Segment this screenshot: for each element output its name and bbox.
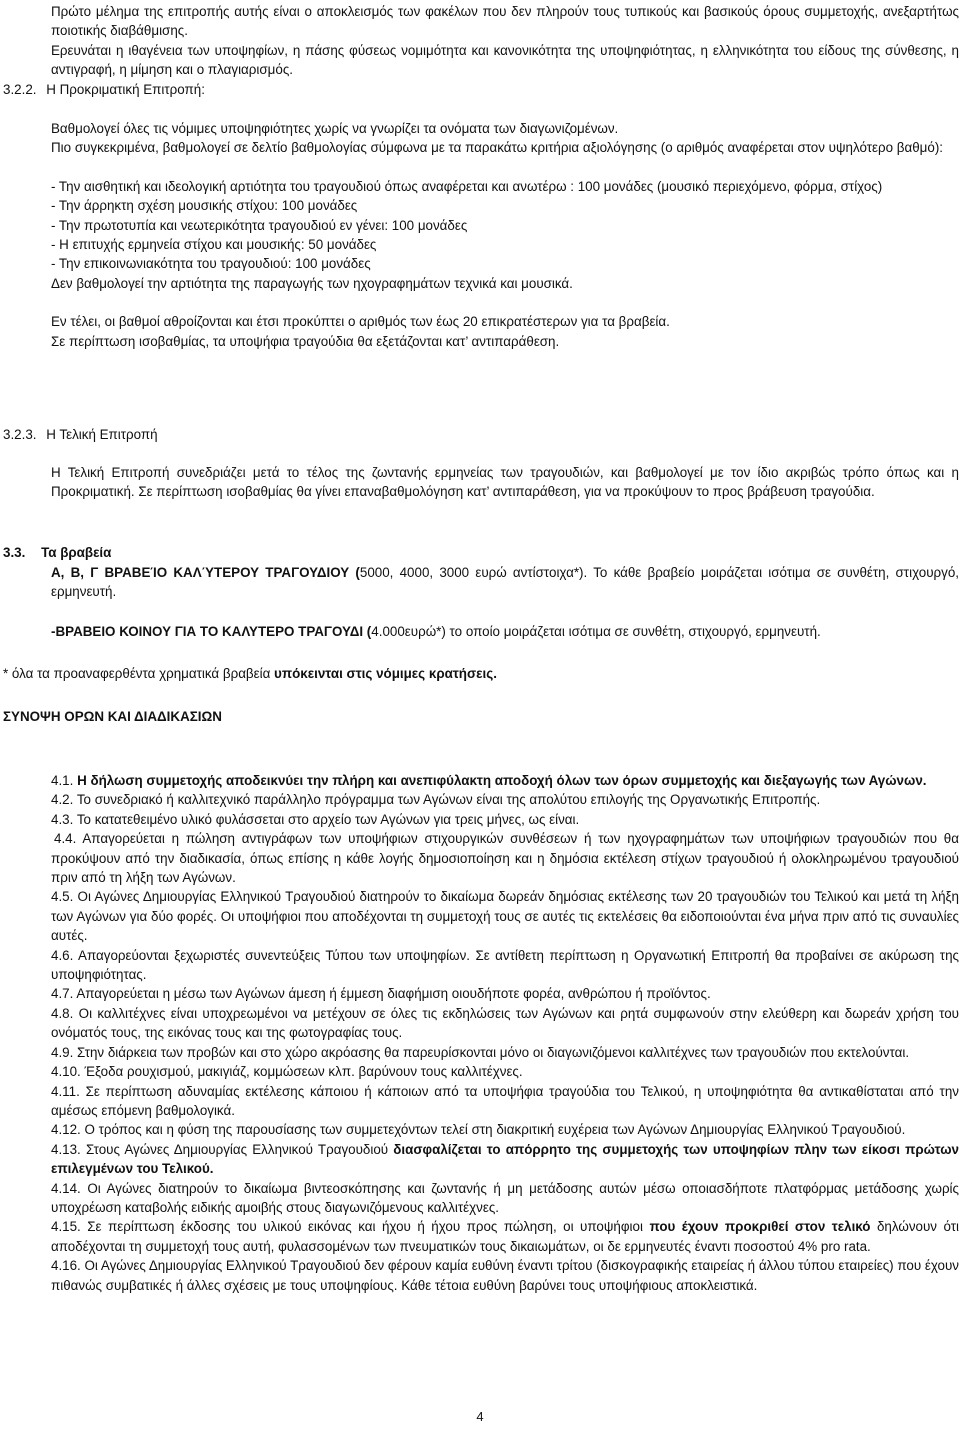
section-323-title: Η Τελική Επιτροπή xyxy=(46,427,158,442)
term-4-6: 4.6. Απαγορεύονται ξεχωριστές συνεντεύξεις Τύπου των υποψηφίων. Σε αντίθετη περίπτωση η Οργανωτική Επιτροπή θα προβαίνει σε ακύρωση της υποψηφιότητας. xyxy=(51,947,959,983)
criterion-2: - Την άρρηκτη σχέση μουσικής στίχου: 100 μονάδες xyxy=(51,198,358,214)
section-322-heading xyxy=(3,80,903,99)
section-33-title: Τα βραβεία xyxy=(41,545,112,560)
section-322-p1: Βαθμολογεί όλες τις νόμιμες υποψηφιότητες χωρίς να γνωρίζει τα ονόματα των διαγωνιζομένων. xyxy=(51,121,619,136)
section-323-body xyxy=(51,463,959,502)
prizes-bold: Α, Β, Γ ΒΡΑΒΕΊΟ ΚΑΛΎΤΕΡΟΥ ΤΡΑΓΟΥΔΙΟΥ ( xyxy=(51,565,360,580)
term-4-9: 4.9. Στην διάρκεια των προβών και στο χώρο ακρόασης θα παρευρίσκονται μόνο οι διαγωνιζόμενοι καλλιτέχνες των τραγουδιών που εκτελούνται. xyxy=(51,1044,910,1060)
term-4-11: 4.11. Σε περίπτωση αδυναμίας εκτέλεσης κάποιου ή κάποιων από τα υποψήφια τραγούδια του Τελικού, η υποψηφιότητα θα αντικαθίσταται από την αμέσως επόμενη βαθμολογικά. xyxy=(51,1083,959,1118)
term-4-1-text: Η δήλωση συμμετοχής αποδεικνύει την πλήρη και ανεπιφύλακτη αποδοχή όλων των όρων συμμετοχής και διεξαγωγής των Αγώνων. xyxy=(77,773,927,788)
intro-line-1: Πρώτο μέλημα της επιτροπής αυτής είναι ο αποκλεισμός των φακέλων που δεν πληρούν τους τυπικούς και βασικούς όρους συμμετοχής, ανεξαρτήτως ποιοτικής διαβάθμισης. xyxy=(51,4,959,39)
term-4-15-bold: που έχουν προκριθεί στον τελικό xyxy=(649,1219,871,1235)
audience-prize-rest: 4.000ευρώ*) το οποίο μοιράζεται ισότιμα σε συνθέτη, στιχουργό, ερμηνευτή. xyxy=(371,623,821,639)
term-4-3: 4.3. Το κατατεθειμένο υλικό φυλάσσεται στο αρχείο των Αγώνων για τρεις μήνες, ως είναι. xyxy=(51,811,580,827)
section-33-number: 3.3. xyxy=(3,545,26,560)
term-4-1 xyxy=(51,771,959,790)
prizes-rest: 5000, 4000, 3000 ευρώ αντίστοιχα*). Το κάθε βραβείο μοιράζεται ισότιμα σε συνθέτη, στιχουργό, ερμηνευτή. xyxy=(51,565,959,600)
section-322-p4: Σε περίπτωση ισοβαθμίας, τα υποψήφια τραγούδια θα εξετάζονται κατ’ αντιπαράθεση. xyxy=(51,333,560,349)
terms-list xyxy=(51,771,959,1295)
intro-paragraph-1 xyxy=(51,2,959,41)
term-4-4: 4.4. Απαγορεύεται η πώληση αντιγράφων των υποψήφιων στιχουργικών συνθέσεων ή των ηχογραφημάτων των υποψήφιων τραγουδιών που θα προκύψουν από την διαδικασία, όπως επίσης η κάθε λογής δημοσιοποίηση και η δημόσια εκτέλεση στίχων τραγουδιού ή ολοκληρωμένου τραγουδιού πριν από τη λήξη των Αγώνων. xyxy=(51,831,959,886)
section-322-number: 3.2.2. xyxy=(3,82,37,97)
section-322-title: Η Προκριματική Επιτροπή: xyxy=(46,82,205,97)
criterion-note: Δεν βαθμολογεί την αρτιότητα της παραγωγής των ηχογραφημάτων τεχνικά και μουσικά. xyxy=(51,275,573,291)
criterion-5: - Την επικοινωνιακότητα του τραγουδιού: 100 μονάδες xyxy=(51,256,371,272)
section-33-body xyxy=(51,563,959,641)
note-plain: * όλα τα προαναφερθέντα χρηματικά βραβεία xyxy=(3,666,275,681)
term-4-13-bold: διασφαλίζεται το απόρρητο της συμμετοχής των υποψηφίων πλην των είκοσι πρώτων επιλεγμένων του Τελικού. xyxy=(51,1141,959,1177)
term-4-2: 4.2. Το συνεδριακό ή καλλιτεχνικό παράλληλο πρόγραμμα των Αγώνων είναι της απολύτου επιλογής της Οργανωτικής Επιτροπής. xyxy=(51,792,821,808)
page-number-text: 4 xyxy=(476,1409,484,1424)
section-323-heading xyxy=(3,425,903,444)
section-323-p1: Η Τελική Επιτροπή συνεδριάζει μετά το τέλος της ζωντανής ερμηνείας των τραγουδιών, και βαθμολογεί με τον ίδιο ακριβώς τρόπο όπως και η Προκριματική. Σε περίπτωση ισοβαθμίας θα γίνει επαναβαθμολόγηση κατ’ αντιπαράθεση, για να προκύψουν το προς βράβευση τραγούδια. xyxy=(51,465,959,500)
term-4-13 xyxy=(51,1140,959,1179)
term-4-15-plain: 4.15. Σε περίπτωση έκδοσης του υλικού εικόνας και ήχου ή ήχου προς πώληση, οι υποψήφιοι xyxy=(51,1219,650,1235)
section-323-number: 3.2.3. xyxy=(3,427,37,442)
term-4-16: 4.16. Οι Αγώνες Δημιουργίας Ελληνικού Τραγουδιού δεν φέρουν καμία ευθύνη έναντι τρίτου (δισκογραφικής εταιρείας ή άλλου τύπου εταιρείες) που έχουν πιθανώς συμβατικές ή άλλες σχέσεις με τους υποψηφίους. Κάθε τέτοια ευθύνη βαρύνει τους υποψήφιους αποκλειστικά. xyxy=(51,1258,959,1293)
intro-paragraph-2 xyxy=(51,41,959,80)
section-322-p3: Εν τέλει, οι βαθμοί αθροίζονται και έτσι προκύπτει ο αριθμός των έως 20 επικρατέστερων για τα βραβεία. xyxy=(51,314,670,330)
audience-prize-line xyxy=(51,622,959,641)
summary-heading xyxy=(3,707,903,726)
term-4-15-rest: δηλώνουν ότι αποδέχονται τη συμμετοχή τους αυτή, φυλασσομένων των πνευματικών τους δικαιωμάτων, οι δε ερμηνευτές έναντι ποσοστού 4% pro rata. xyxy=(51,1219,959,1254)
term-4-14: 4.14. Οι Αγώνες διατηρούν το δικαίωμα βιντεοσκόπησης και ζωντανής ή μη μετάδοσης αυτών μέσω οποιασδήποτε πλατφόρμας μετάδοσης χωρίς υποχρέωση καταβολής ειδικής αμοιβής στους διαγωνιζόμενους καλλιτέχνες. xyxy=(51,1180,959,1215)
term-4-13-plain: 4.13. Στους Αγώνες Δημιουργίας Ελληνικού Τραγουδιού xyxy=(51,1141,394,1157)
term-4-7: 4.7. Απαγορεύεται η μέσω των Αγώνων άμεση ή έμμεση διαφήμιση οιουδήποτε φορέα, ανθρώπου ή προϊόντος. xyxy=(51,986,711,1002)
prizes-line xyxy=(51,563,959,602)
term-4-8: 4.8. Οι καλλιτέχνες είναι υποχρεωμένοι να μετέχουν σε όλες τις εκδηλώσεις των Αγώνων και ρητά συμφωνούν στην ελεύθερη και δωρεάν χρήση του ονόματός τους, της εικόνας τους και της φωτογραφίας τους. xyxy=(51,1005,959,1041)
criterion-4: - Η επιτυχής ερμηνεία στίχου και μουσικής: 50 μονάδες xyxy=(51,237,377,253)
criterion-1: - Την αισθητική και ιδεολογική αρτιότητα του τραγουδιού όπως αναφέρεται και ανωτέρω : 100 μονάδες (μουσικό περιεχόμενο, φόρμα, στίχος) xyxy=(51,178,883,194)
section-322-p2: Πιο συγκεκριμένα, βαθμολογεί σε δελτίο βαθμολογίας σύμφωνα με τα παρακάτω κριτήρια αξιολόγησης (ο αριθμός αναφέρεται στον υψηλότερο βαθμό): xyxy=(51,140,944,156)
criterion-3: - Την πρωτοτυπία και νεωτερικότητα τραγουδιού εν γένει: 100 μονάδες xyxy=(51,217,468,233)
term-4-5: 4.5. Οι Αγώνες Δημιουργίας Ελληνικού Τραγουδιού διατηρούν το δικαίωμα δωρεάν δημόσιας εκτέλεσης των 20 τραγουδιών του Τελικού και μετά τη λήξη των Αγώνων για δύο φορές. Οι υποψήφιοι που αποδέχονται τη συμμετοχή τους σε αυτές τις εκτελέσεις θα ειδοποιούνται ένα μήνα πριν από τις συναυλίες αυτές. xyxy=(51,889,959,944)
term-4-15 xyxy=(51,1217,959,1256)
page-number xyxy=(0,1407,960,1426)
legal-deductions-note xyxy=(3,664,943,683)
section-33-heading xyxy=(3,543,903,562)
section-322-body xyxy=(51,119,959,351)
intro-line-2: Ερευνάται η ιθαγένεια των υποψηφίων, η πάσης φύσεως νομιμότητα και κανονικότητα της υποψηφιότητας, η ελληνικότητα του είδους της σύνθεσης, η αντιγραφή, η μίμηση και ο πλαγιαρισμός. xyxy=(51,43,959,78)
audience-prize-bold: -ΒΡΑΒΕΙΟ ΚΟΙΝΟΥ ΓΙΑ ΤΟ ΚΑΛΥΤΕΡΟ ΤΡΑΓΟΥΔΙ ( xyxy=(51,623,372,639)
term-4-12: 4.12. Ο τρόπος και η φύση της παρουσίασης των συμμετεχόντων τελεί στη διακριτική ευχέρεια των Αγώνων Δημιουργίας Ελληνικού Τραγουδιού. xyxy=(51,1122,906,1138)
note-bold: υπόκεινται στις νόμιμες κρατήσεις. xyxy=(274,666,497,681)
term-4-10: 4.10. Έξοδα ρουχισμού, μακιγιάζ, κομμώσεων κλπ. βαρύνουν τους καλλιτέχνες. xyxy=(51,1064,523,1080)
term-4-1-number: 4.1. xyxy=(51,773,74,788)
summary-heading-text: ΣΥΝΟΨΗ ΟΡΩΝ ΚΑΙ ΔΙΑΔΙΚΑΣΙΩΝ xyxy=(3,709,222,724)
